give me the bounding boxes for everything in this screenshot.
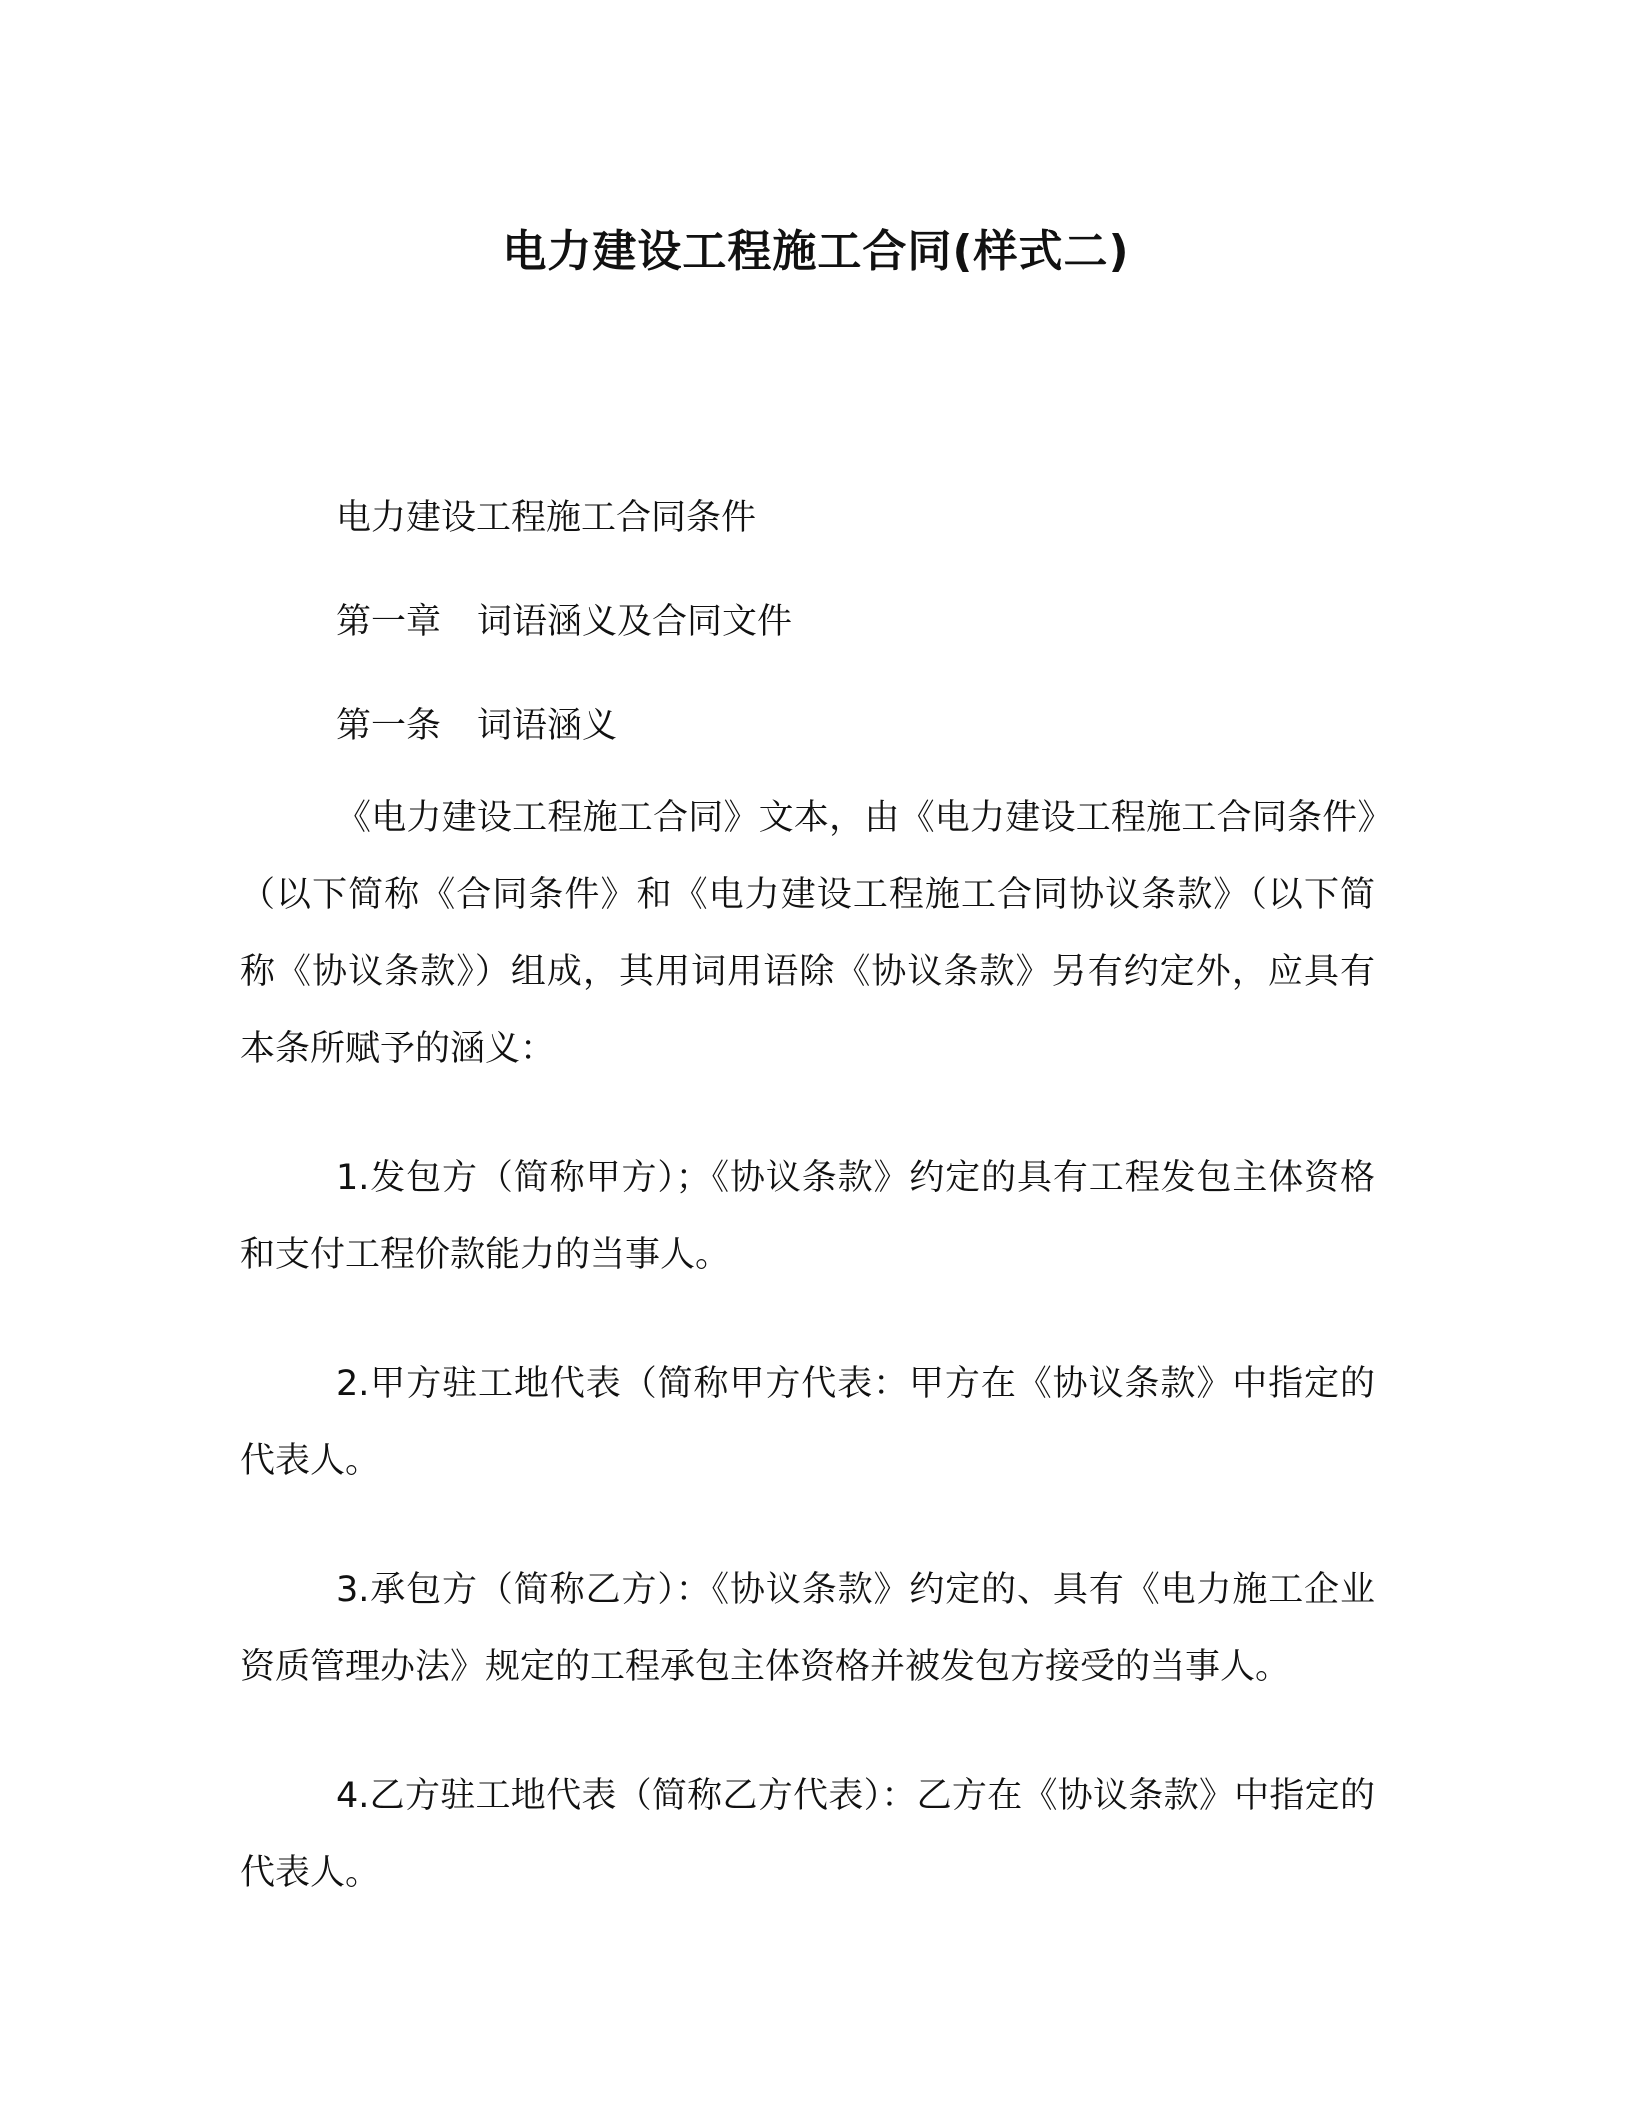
article-heading (240, 700, 1375, 752)
paragraph-item-4: 4.乙方驻工地代表（简称乙方代表）：乙方在《协议条款》中指定的代表人。 (240, 1776, 1375, 1893)
document-title: 电力建设工程施工合同(样式二) (502, 226, 1130, 277)
chapter-heading (240, 596, 1375, 648)
article-number: 第一条 (336, 706, 442, 746)
paragraph-item-3: 3.承包方（简称乙方）：《协议条款》约定的、具有《电力施工企业资质管理办法》规定的工程承包主体资格并被发包方接受的当事人。 (240, 1570, 1375, 1687)
chapter-number: 第一章 (336, 602, 442, 642)
chapter-name: 词语涵义及合同文件 (477, 602, 793, 642)
article-name: 词语涵义 (477, 706, 618, 746)
contract-conditions-heading: 电力建设工程施工合同条件 (336, 498, 757, 538)
paragraph-item-1: 1.发包方（简称甲方）；《协议条款》约定的具有工程发包主体资格和支付工程价款能力的当事人。 (240, 1158, 1375, 1275)
paragraph-item-2: 2.甲方驻工地代表（简称甲方代表：甲方在《协议条款》中指定的代表人。 (240, 1364, 1375, 1481)
document-body (240, 492, 1375, 1964)
paragraph-intro: 《电力建设工程施工合同》文本，由《电力建设工程施工合同条件》（以下简称《合同条件》和《电力建设工程施工合同协议条款》（以下简称《协议条款》）组成，其用词用语除《协议条款》另有约定外，应具有本条所赋予的涵义： (240, 798, 1375, 1069)
